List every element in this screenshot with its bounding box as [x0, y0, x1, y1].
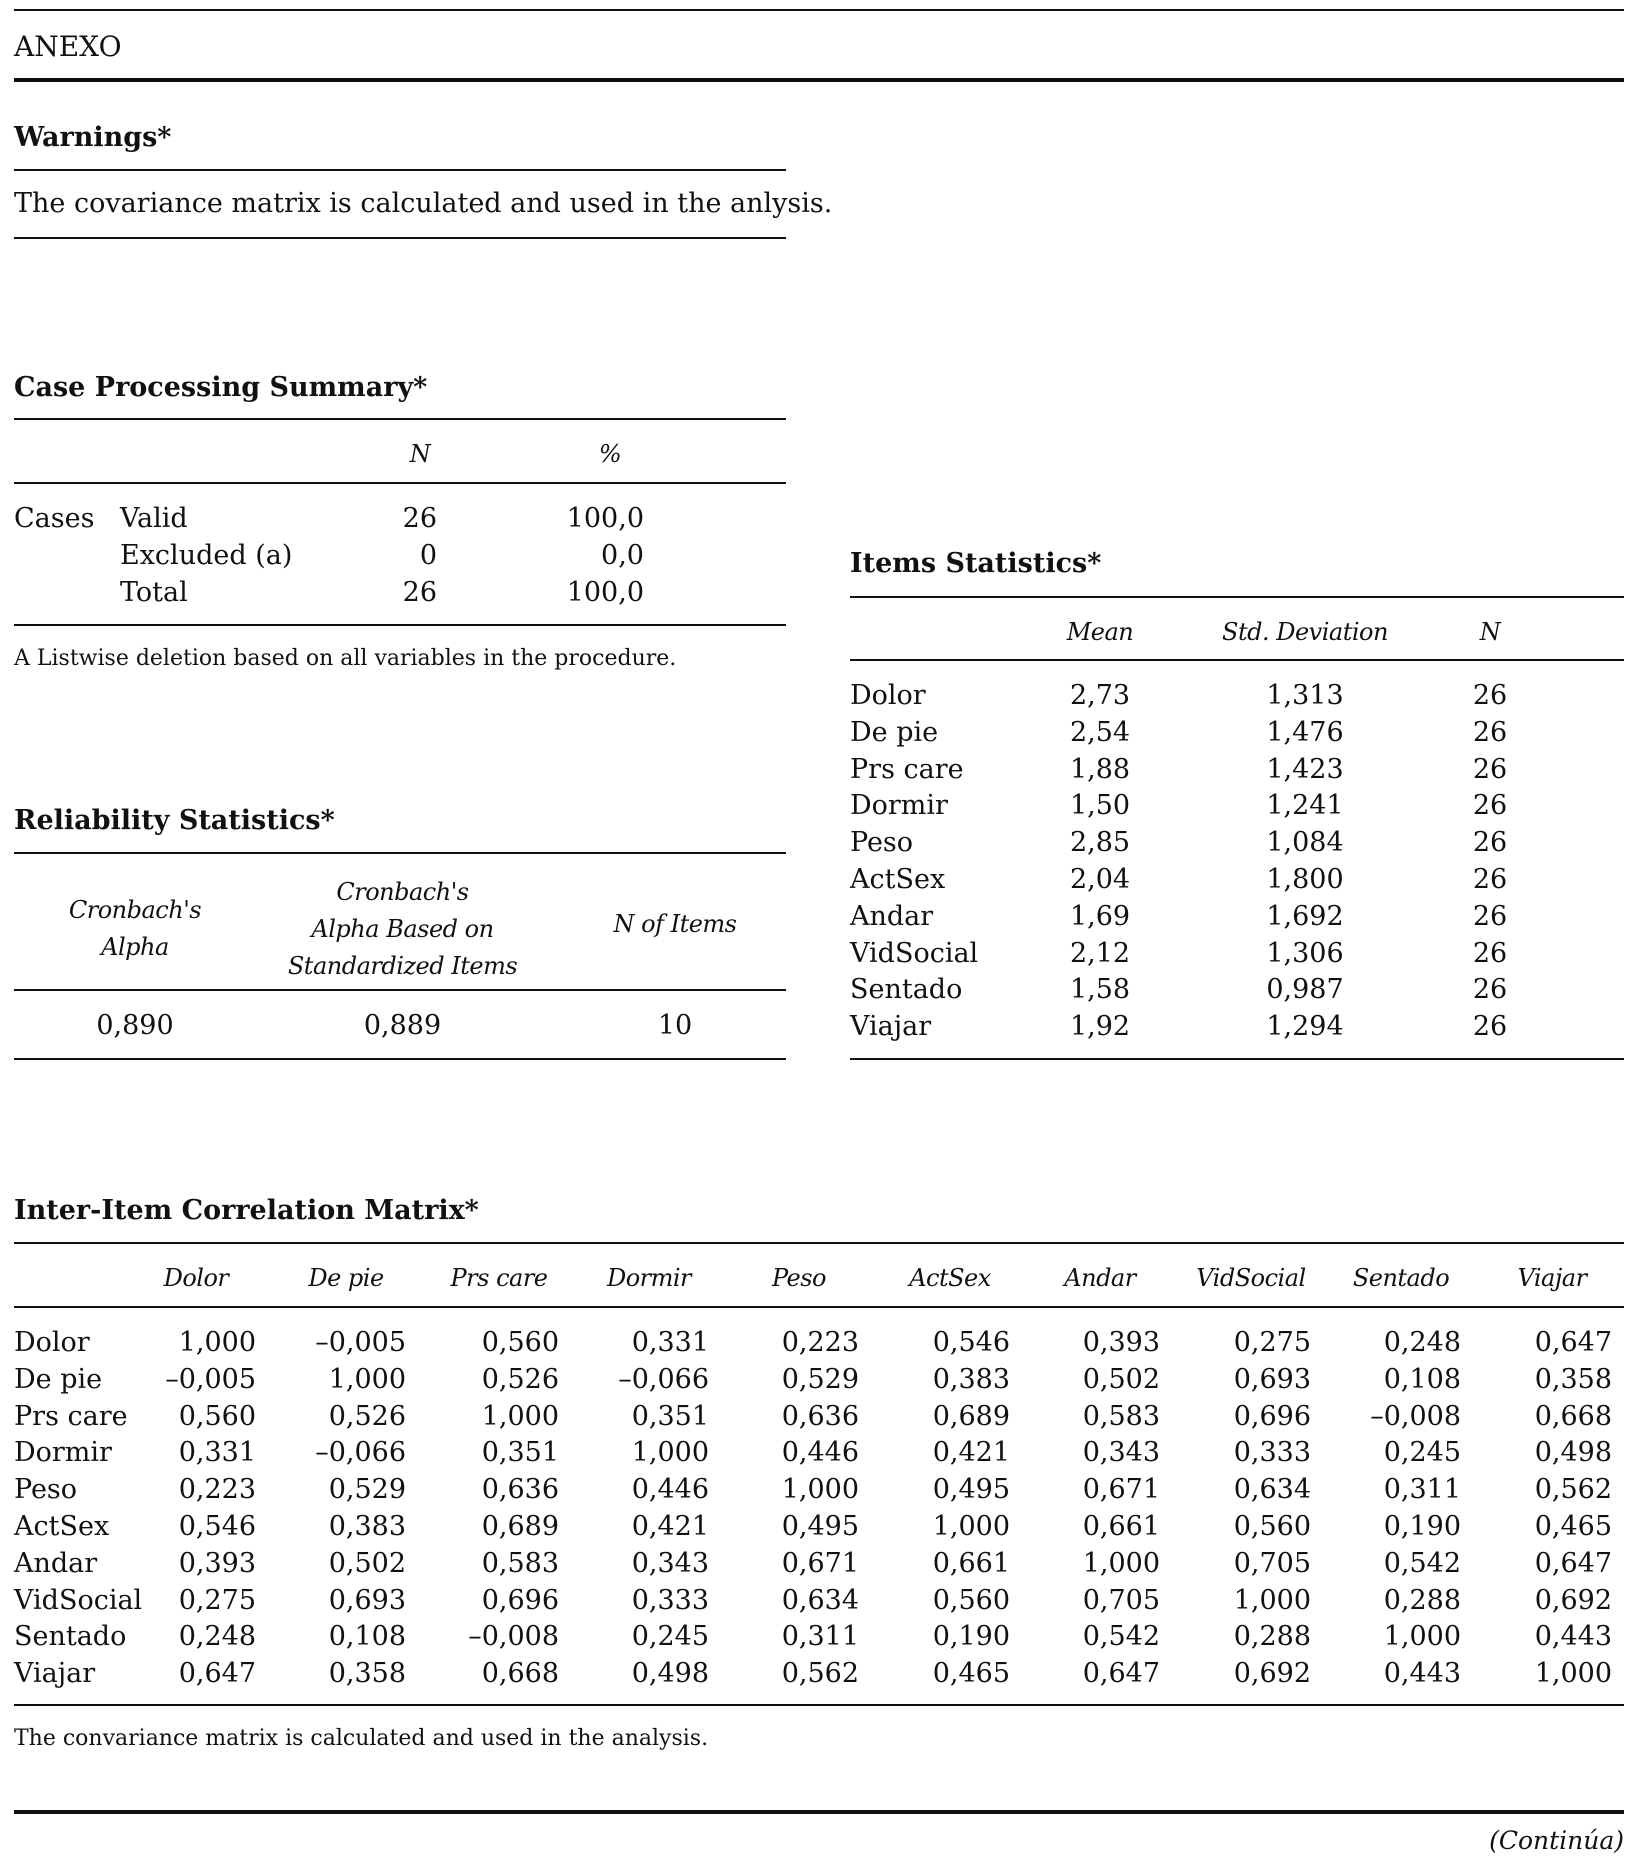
correlation-title: Inter-Item Correlation Matrix*	[14, 1195, 479, 1226]
items-row-label: Andar	[850, 900, 934, 932]
reliability-title: Reliability Statistics*	[14, 805, 335, 836]
items-row-n: 26	[1472, 827, 1508, 859]
case-row-label: Excluded (a)	[120, 540, 293, 571]
correlation-cell: 0,331	[178, 1437, 256, 1469]
warnings-text: The covariance matrix is calculated and used in the anlysis.	[14, 188, 833, 219]
correlation-col-header: Dolor	[163, 1264, 229, 1292]
correlation-top-rule	[14, 1242, 1624, 1244]
items-row-mean: 1,69	[1069, 900, 1131, 932]
items-bottom-rule	[850, 1058, 1624, 1060]
correlation-cell: –0,066	[315, 1437, 406, 1469]
items-row-sd: 1,476	[1266, 716, 1344, 748]
items-row-n: 26	[1472, 864, 1508, 895]
items-statistics-title: Items Statistics*	[850, 548, 1102, 579]
items-row-sd: 1,800	[1266, 864, 1344, 895]
correlation-cell: 0,693	[328, 1584, 406, 1616]
correlation-cell: 1,000	[781, 1474, 859, 1506]
items-row-label: Sentado	[850, 974, 963, 1006]
correlation-row-label: ActSex	[14, 1511, 110, 1542]
correlation-cell: 0,634	[1233, 1474, 1311, 1506]
correlation-cell: 0,705	[1233, 1547, 1311, 1579]
case-processing-footnote: A Listwise deletion based on all variables in the procedure.	[14, 646, 677, 671]
items-row-sd: 1,423	[1266, 753, 1344, 785]
correlation-cell: 0,526	[328, 1400, 406, 1432]
items-row-n: 26	[1472, 680, 1508, 711]
reliability-header-line: Standardized Items	[287, 952, 518, 980]
correlation-cell: 0,288	[1233, 1621, 1311, 1653]
correlation-cell: 0,526	[481, 1363, 559, 1395]
correlation-col-header: ActSex	[909, 1264, 991, 1292]
correlation-col-header: Dormir	[606, 1264, 692, 1292]
items-row-sd: 1,313	[1266, 680, 1344, 711]
items-row-mean: 2,73	[1069, 680, 1131, 711]
correlation-cell: 0,542	[1082, 1621, 1160, 1653]
correlation-cell: 0,108	[1383, 1363, 1461, 1395]
annex-rule	[14, 78, 1624, 82]
correlation-cell: 0,671	[1082, 1474, 1160, 1506]
correlation-cell: 0,275	[1233, 1327, 1311, 1358]
items-header-rule	[850, 659, 1624, 661]
correlation-row-label: Viajar	[14, 1658, 96, 1690]
correlation-cell: –0,008	[468, 1621, 559, 1653]
correlation-cell: 0,351	[631, 1400, 709, 1432]
correlation-row-label: VidSocial	[14, 1584, 143, 1616]
reliability-top-rule	[14, 852, 786, 854]
case-row-pct: 100,0	[566, 503, 644, 534]
items-row-sd: 0,987	[1266, 974, 1344, 1006]
correlation-cell: 0,446	[631, 1474, 709, 1506]
correlation-cell: 0,636	[781, 1400, 859, 1432]
correlation-cell: 0,393	[1082, 1327, 1160, 1358]
correlation-cell: 0,223	[781, 1327, 859, 1358]
reliability-header-rule	[14, 989, 786, 991]
items-row-sd: 1,306	[1266, 937, 1344, 969]
items-row-label: Prs care	[850, 753, 964, 785]
correlation-cell: 1,000	[328, 1363, 406, 1395]
correlation-cell: 0,333	[1233, 1437, 1311, 1469]
items-row-mean: 2,54	[1069, 716, 1131, 748]
correlation-row-label: Andar	[14, 1547, 98, 1579]
correlation-cell: 0,689	[481, 1511, 559, 1542]
correlation-cell: 0,671	[781, 1547, 859, 1579]
correlation-cell: 1,000	[1383, 1621, 1461, 1653]
items-top-rule	[850, 596, 1624, 598]
correlation-cell: –0,008	[1370, 1400, 1461, 1432]
case-row-pct: 0,0	[601, 540, 644, 571]
items-row-mean: 1,88	[1069, 753, 1131, 785]
correlation-cell: 0,661	[1082, 1511, 1160, 1542]
correlation-cell: 0,351	[481, 1437, 559, 1469]
correlation-cell: 0,393	[178, 1547, 256, 1579]
case-processing-bottom-rule	[14, 624, 786, 626]
correlation-cell: 0,421	[932, 1437, 1010, 1469]
correlation-footnote: The convariance matrix is calculated and used in the analysis.	[14, 1726, 709, 1751]
correlation-cell: 1,000	[631, 1437, 709, 1469]
items-col-sd: Std. Deviation	[1222, 618, 1388, 646]
correlation-cell: 0,636	[481, 1474, 559, 1506]
correlation-cell: 0,331	[631, 1327, 709, 1358]
correlation-cell: 0,190	[1383, 1511, 1461, 1542]
correlation-cell: 0,668	[1534, 1400, 1612, 1432]
correlation-row-label: Dormir	[14, 1437, 112, 1469]
reliability-header-line: Alpha	[101, 933, 169, 961]
items-row-label: VidSocial	[850, 937, 979, 969]
correlation-cell: 0,560	[178, 1400, 256, 1432]
warnings-bottom-rule	[14, 237, 786, 239]
correlation-cell: 0,502	[1082, 1363, 1160, 1395]
items-row-n: 26	[1472, 753, 1508, 785]
correlation-cell: 0,421	[631, 1511, 709, 1542]
correlation-cell: 1,000	[178, 1327, 256, 1358]
items-row-sd: 1,692	[1266, 900, 1344, 932]
items-row-mean: 1,50	[1069, 790, 1131, 822]
correlation-cell: 0,502	[328, 1547, 406, 1579]
items-row-mean: 1,92	[1069, 1011, 1131, 1043]
correlation-cell: 0,495	[781, 1511, 859, 1542]
correlation-cell: 0,696	[481, 1584, 559, 1616]
correlation-cell: 0,546	[178, 1511, 256, 1542]
correlation-cell: 0,358	[1534, 1363, 1612, 1395]
reliability-header-line: Alpha Based on	[311, 915, 494, 943]
correlation-row-label: Dolor	[14, 1327, 90, 1358]
items-row-label: Peso	[850, 827, 914, 859]
case-row-pct: 100,0	[566, 577, 644, 608]
correlation-row-label: Sentado	[14, 1621, 127, 1653]
correlation-row-label: De pie	[14, 1363, 103, 1395]
items-row-n: 26	[1472, 937, 1508, 969]
correlation-row-label: Peso	[14, 1474, 78, 1506]
items-row-n: 26	[1472, 900, 1508, 932]
case-col-n: N	[409, 440, 431, 468]
correlation-cell: 0,583	[1082, 1400, 1160, 1432]
correlation-cell: 0,542	[1383, 1547, 1461, 1579]
items-row-label: De pie	[850, 716, 939, 748]
case-row-label: Valid	[120, 503, 188, 534]
annex-title: ANEXO	[14, 30, 122, 63]
correlation-cell: 0,693	[1233, 1363, 1311, 1395]
correlation-cell: 0,288	[1383, 1584, 1461, 1616]
correlation-cell: 0,546	[932, 1327, 1010, 1358]
items-row-sd: 1,084	[1266, 827, 1344, 859]
correlation-cell: 0,108	[328, 1621, 406, 1653]
reliability-nitems-value: 10	[657, 1010, 693, 1041]
correlation-cell: 0,358	[328, 1658, 406, 1690]
correlation-col-header: De pie	[308, 1264, 384, 1292]
correlation-cell: 1,000	[1534, 1658, 1612, 1690]
correlation-cell: 0,443	[1383, 1658, 1461, 1690]
items-col-mean: Mean	[1066, 618, 1134, 646]
correlation-cell: 1,000	[1233, 1584, 1311, 1616]
correlation-cell: 0,248	[1383, 1327, 1461, 1358]
case-processing-header-rule	[14, 482, 786, 484]
correlation-cell: 0,343	[1082, 1437, 1160, 1469]
correlation-cell: 0,343	[631, 1547, 709, 1579]
case-processing-top-rule	[14, 418, 786, 420]
reliability-header-line: Cronbach's	[68, 896, 202, 924]
correlation-cell: 0,560	[932, 1584, 1010, 1616]
items-row-mean: 1,58	[1069, 974, 1131, 1006]
correlation-col-header: Prs care	[450, 1264, 548, 1292]
reliability-header-std	[280, 874, 525, 985]
correlation-col-header: VidSocial	[1196, 1264, 1306, 1292]
correlation-col-header: Peso	[771, 1264, 827, 1292]
correlation-col-header: Andar	[1064, 1264, 1136, 1292]
reliability-header-nitems: N of Items	[613, 910, 737, 938]
items-row-sd: 1,241	[1266, 790, 1344, 822]
correlation-cell: 0,311	[781, 1621, 859, 1653]
correlation-cell: 0,465	[1534, 1511, 1612, 1542]
correlation-cell: 0,245	[1383, 1437, 1461, 1469]
correlation-cell: 0,248	[178, 1621, 256, 1653]
case-processing-title: Case Processing Summary*	[14, 372, 428, 403]
correlation-cell: 0,634	[781, 1584, 859, 1616]
correlation-cell: 0,190	[932, 1621, 1010, 1653]
continue-label: (Continúa)	[1489, 1826, 1624, 1855]
correlation-cell: 0,529	[328, 1474, 406, 1506]
correlation-cell: 0,529	[781, 1363, 859, 1395]
case-group-label: Cases	[14, 503, 95, 534]
correlation-cell: 0,705	[1082, 1584, 1160, 1616]
correlation-cell: 0,560	[1233, 1511, 1311, 1542]
items-row-mean: 2,04	[1069, 864, 1131, 895]
reliability-std-alpha-value: 0,889	[363, 1010, 442, 1041]
reliability-header-alpha	[55, 892, 215, 966]
correlation-cell: 0,583	[481, 1547, 559, 1579]
warnings-title: Warnings*	[14, 122, 172, 153]
items-row-mean: 2,12	[1069, 937, 1131, 969]
correlation-cell: 0,333	[631, 1584, 709, 1616]
correlation-row-label: Prs care	[14, 1400, 128, 1432]
correlation-cell: 0,668	[481, 1658, 559, 1690]
items-row-n: 26	[1472, 790, 1508, 822]
correlation-cell: 0,647	[1534, 1327, 1612, 1358]
correlation-cell: 0,692	[1534, 1584, 1612, 1616]
case-row-n: 26	[402, 503, 437, 534]
case-row-n: 0	[419, 540, 437, 571]
correlation-cell: 0,383	[328, 1511, 406, 1542]
correlation-cell: 0,692	[1233, 1658, 1311, 1690]
items-row-mean: 2,85	[1069, 827, 1131, 859]
items-row-label: Viajar	[850, 1011, 932, 1043]
top-rule	[14, 9, 1624, 11]
correlation-cell: 0,465	[932, 1658, 1010, 1690]
items-col-n: N	[1479, 618, 1501, 646]
bottom-rule	[14, 1810, 1624, 1814]
correlation-cell: 0,383	[932, 1363, 1010, 1395]
correlation-cell: 0,223	[178, 1474, 256, 1506]
reliability-alpha-value: 0,890	[96, 1010, 174, 1041]
reliability-bottom-rule	[14, 1058, 786, 1060]
correlation-cell: –0,005	[315, 1327, 406, 1358]
correlation-cell: 0,443	[1534, 1621, 1612, 1653]
reliability-header-line: Cronbach's	[336, 878, 469, 906]
correlation-cell: 0,446	[781, 1437, 859, 1469]
correlation-cell: 0,696	[1233, 1400, 1311, 1432]
items-row-n: 26	[1472, 1011, 1508, 1043]
correlation-header-rule	[14, 1306, 1624, 1308]
items-row-label: Dormir	[850, 790, 948, 822]
correlation-cell: 1,000	[481, 1400, 559, 1432]
items-row-label: ActSex	[850, 864, 946, 895]
warnings-top-rule	[14, 169, 786, 171]
correlation-cell: 1,000	[1082, 1547, 1160, 1579]
correlation-cell: –0,005	[165, 1363, 256, 1395]
correlation-cell: 0,647	[1082, 1658, 1160, 1690]
correlation-cell: 0,689	[932, 1400, 1010, 1432]
correlation-col-header: Viajar	[1517, 1264, 1587, 1292]
correlation-bottom-rule	[14, 1704, 1624, 1706]
correlation-cell: 0,498	[631, 1658, 709, 1690]
items-row-sd: 1,294	[1266, 1011, 1344, 1043]
items-row-n: 26	[1472, 716, 1508, 748]
correlation-cell: 0,560	[481, 1327, 559, 1358]
case-col-pct: %	[598, 440, 622, 468]
correlation-cell: 0,562	[781, 1658, 859, 1690]
correlation-cell: 0,562	[1534, 1474, 1612, 1506]
correlation-cell: 0,311	[1383, 1474, 1461, 1506]
correlation-col-header: Sentado	[1352, 1264, 1450, 1292]
correlation-cell: 0,498	[1534, 1437, 1612, 1469]
correlation-cell: 0,245	[631, 1621, 709, 1653]
correlation-cell: 1,000	[932, 1511, 1010, 1542]
case-row-label: Total	[120, 577, 188, 608]
correlation-cell: 0,661	[932, 1547, 1010, 1579]
correlation-cell: 0,647	[178, 1658, 256, 1690]
correlation-cell: 0,495	[932, 1474, 1010, 1506]
items-row-label: Dolor	[850, 680, 926, 711]
case-row-n: 26	[402, 577, 437, 608]
correlation-cell: 0,647	[1534, 1547, 1612, 1579]
items-row-n: 26	[1472, 974, 1508, 1006]
correlation-cell: –0,066	[618, 1363, 709, 1395]
correlation-cell: 0,275	[178, 1584, 256, 1616]
